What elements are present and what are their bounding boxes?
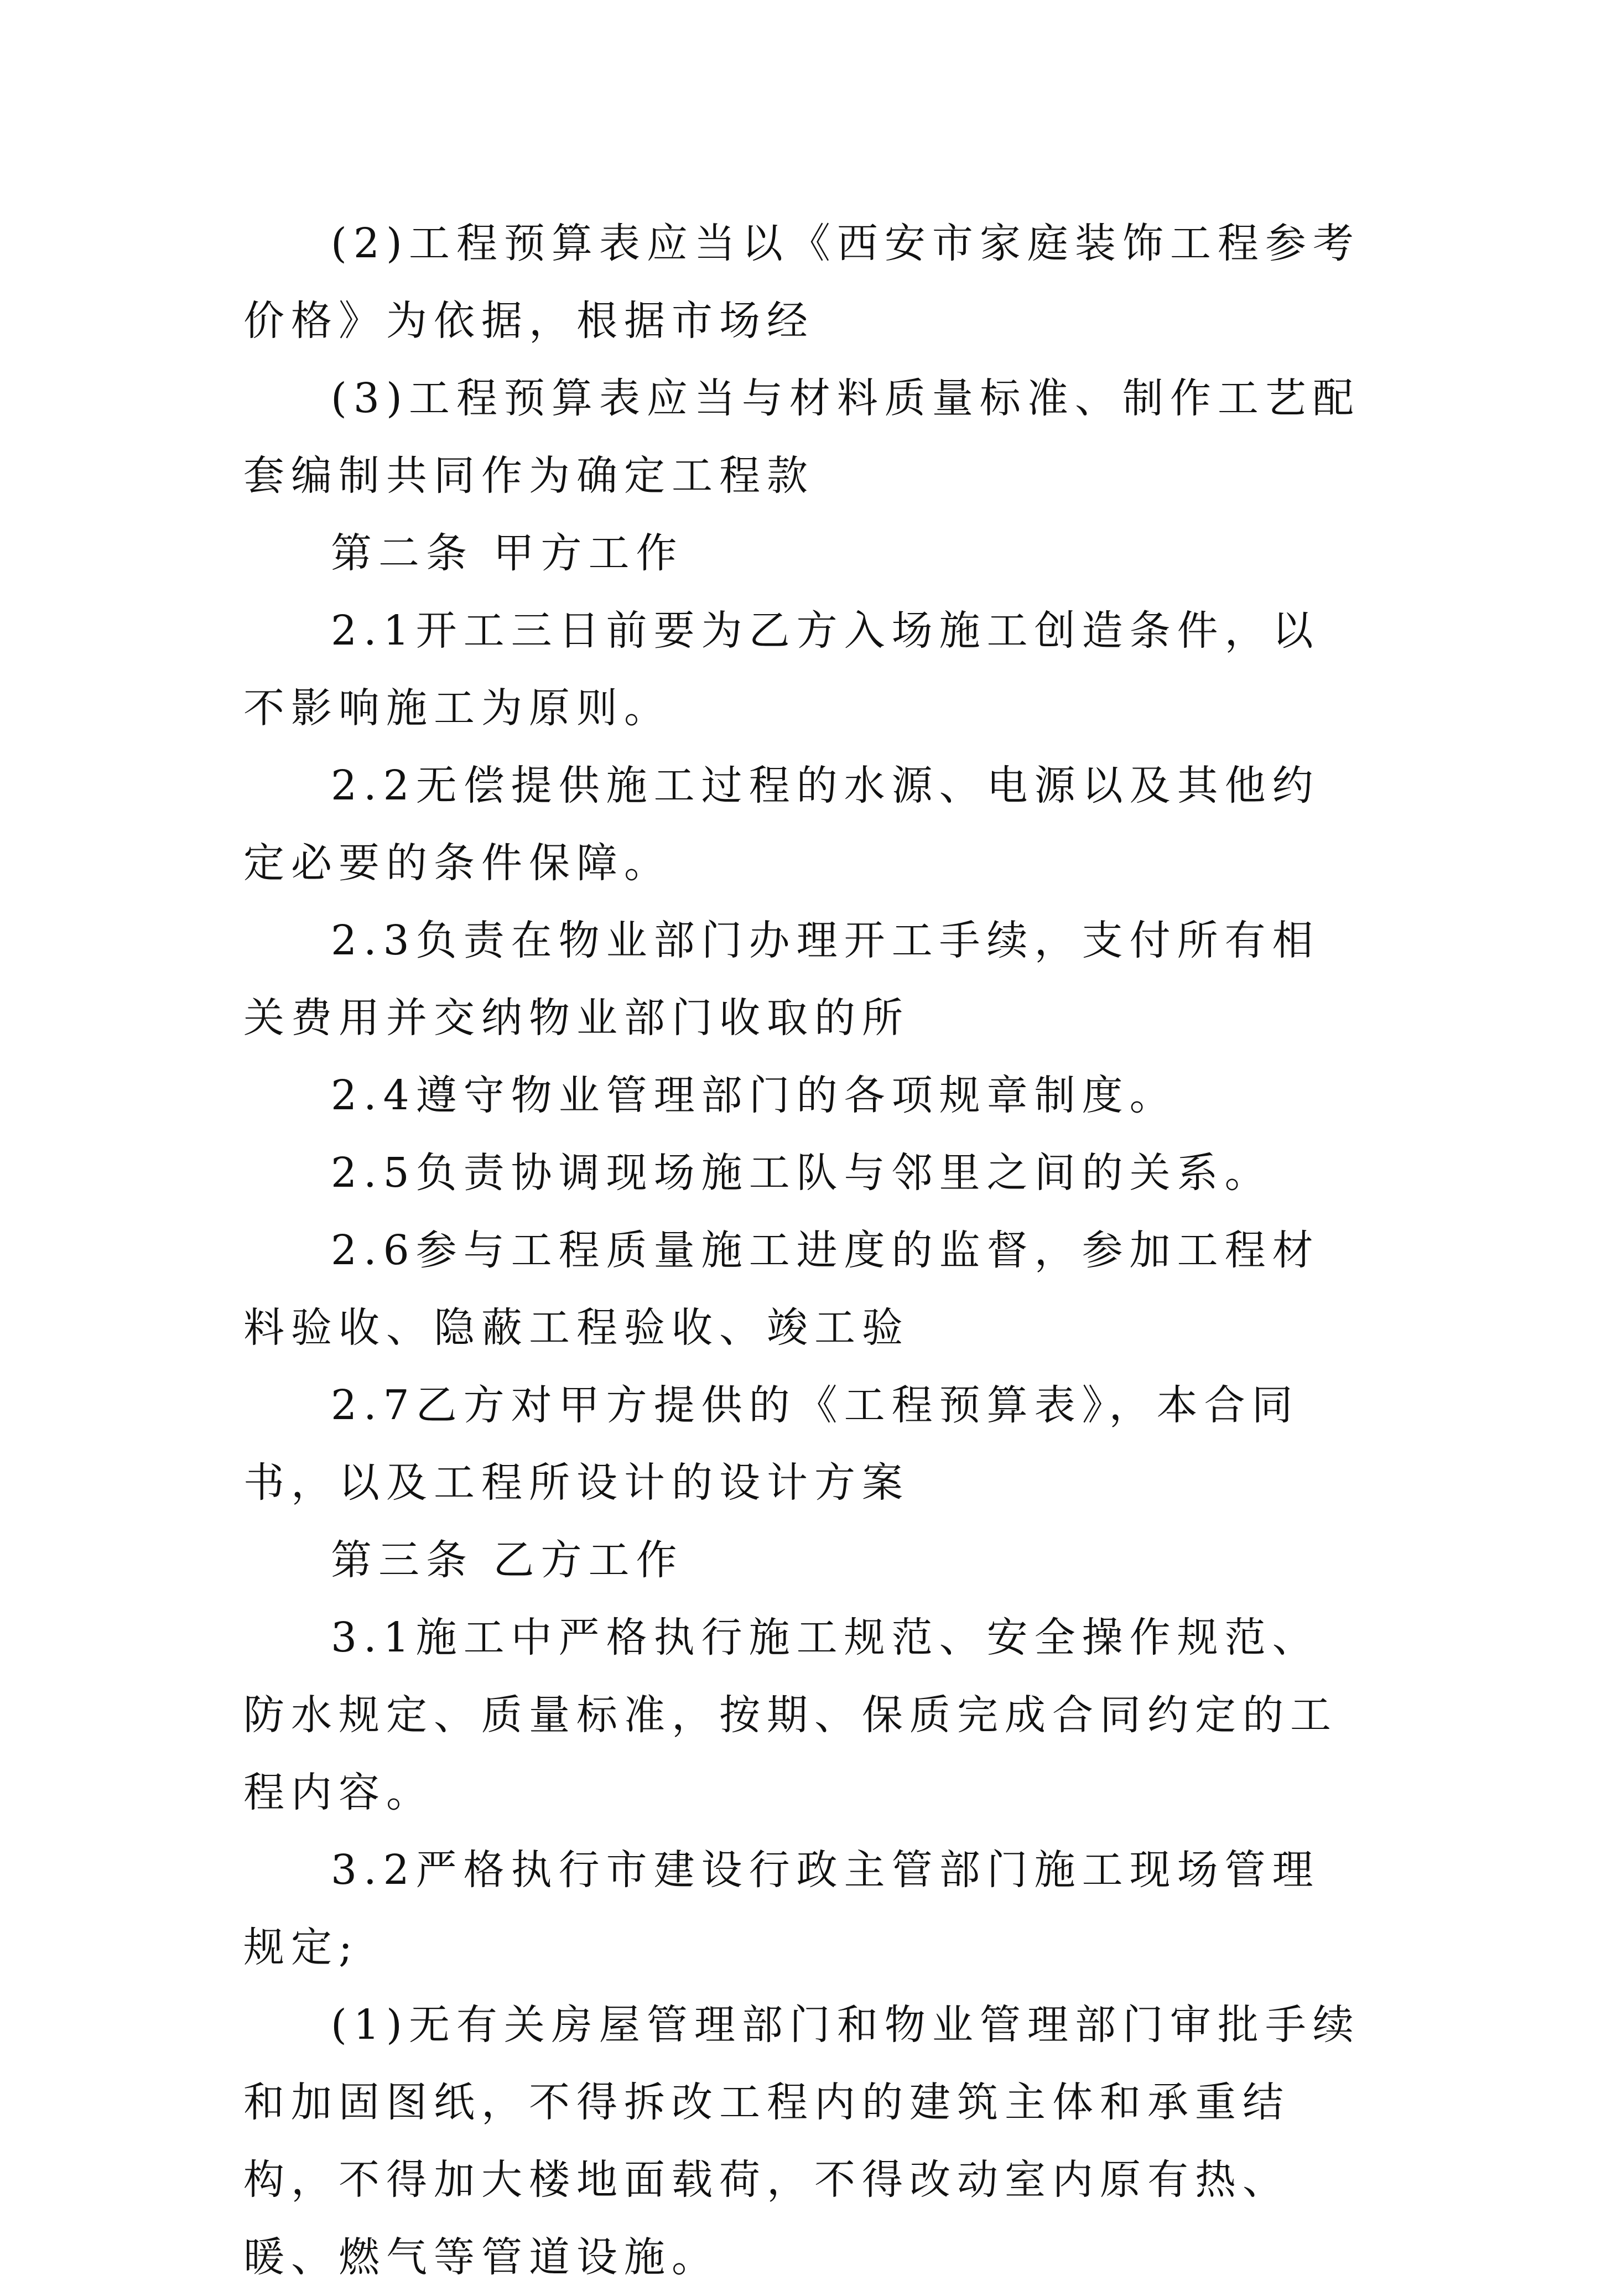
clause-3-2: 3.2严格执行市建设行政主管部门施工现场管理规定; (243, 1846, 1320, 1971)
article-3-heading: 第三条 乙方工作 (331, 1536, 684, 1584)
paragraph-budget-standards: (3)工程预算表应当与材料质量标准、制作工艺配套编制共同作为确定工程款 (243, 375, 1360, 500)
clause-2-3: 2.3负责在物业部门办理开工手续，支付所有相关费用并交纳物业部门收取的所 (243, 917, 1320, 1042)
clause-3-1: 3.1施工中严格执行施工规范、安全操作规范、防水规定、质量标准，按期、保质完成合同约定的工程内容。 (243, 1614, 1338, 1816)
paragraph-budget-basis: (2)工程预算表应当以《西安市家庭装饰工程参考价格》为依据，根据市场经 (243, 220, 1360, 345)
clause-2-1: 2.1开工三日前要为乙方入场施工创造条件，以不影响施工为原则。 (243, 607, 1320, 732)
clause-3-2-item-1: (1)无有关房屋管理部门和物业管理部门审批手续和加固图纸，不得拆改工程内的建筑主体和承重结构，不得加大楼地面载荷，不得改动室内原有热、暖、燃气等管道设施。 (243, 2001, 1360, 2281)
document-body (243, 205, 1361, 2296)
clause-2-7: 2.7乙方对甲方提供的《工程预算表》，本合同书，以及工程所设计的设计方案 (243, 1381, 1299, 1507)
clause-2-4: 2.4遵守物业管理部门的各项规章制度。 (331, 1072, 1177, 1119)
article-2-heading: 第二条 甲方工作 (331, 529, 684, 577)
clause-2-6: 2.6参与工程质量施工进度的监督，参加工程材料验收、隐蔽工程验收、竣工验 (243, 1227, 1320, 1352)
clause-2-5: 2.5负责协调现场施工队与邻里之间的关系。 (331, 1149, 1272, 1197)
clause-2-2: 2.2无偿提供施工过程的水源、电源以及其他约定必要的条件保障。 (243, 762, 1320, 887)
